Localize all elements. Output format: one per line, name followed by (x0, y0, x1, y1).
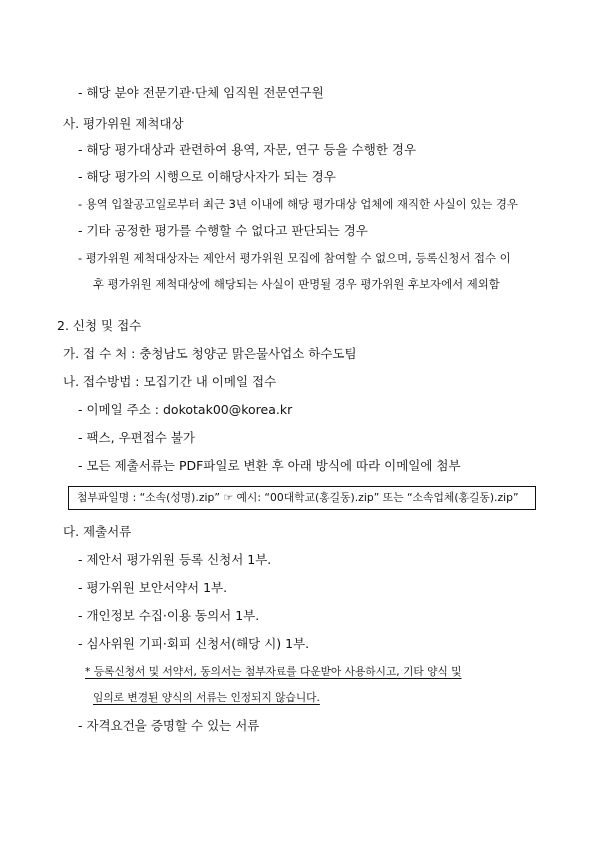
application-place: 가. 접 수 처 : 충청남도 청양군 맑은물사업소 하수도팀 (63, 346, 357, 361)
document-item: - 개인정보 수집·이용 동의서 1부. (78, 608, 260, 623)
exclusion-item: - 기타 공정한 평가를 수행할 수 없다고 판단되는 경우 (78, 223, 368, 238)
attachment-filename-text: 첨부파일명 : “소속(성명).zip” ☞ 예시: “00대학교(홍길동).zip” 또는 “소속업체(홍길동).zip” (77, 491, 519, 504)
section-heading-application: 2. 신청 및 접수 (57, 318, 142, 333)
pdf-attachment-instruction: - 모든 제출서류는 PDF파일로 변환 후 아래 방식에 따라 이메일에 첨부 (78, 458, 461, 473)
exclusion-item: - 평가위원 제척대상자는 제안서 평가위원 모집에 참여할 수 없으며, 등록신청서 접수 이 (78, 251, 511, 265)
exclusion-item: - 해당 평가의 시행으로 이해당사자가 되는 경우 (78, 169, 336, 184)
form-notice: * 등록신청서 및 서약서, 동의서는 첨부자료를 다운받아 사용하시고, 기타 양식 및 (85, 665, 462, 678)
fax-mail-notice: - 팩스, 우편접수 불가 (78, 430, 196, 445)
attachment-filename-box (68, 486, 536, 510)
application-method: 나. 접수방법 : 모집기간 내 이메일 접수 (63, 374, 277, 389)
document-item: - 평가위원 보안서약서 1부. (78, 580, 228, 595)
section-heading-exclusion: 사. 평가위원 제척대상 (63, 116, 184, 131)
email-address: - 이메일 주소 : dokotak00@korea.kr (78, 402, 293, 417)
exclusion-item: - 해당 평가대상과 관련하여 용역, 자문, 연구 등을 수행한 경우 (78, 142, 417, 157)
document-item: - 심사위원 기피·회피 신청서(해당 시) 1부. (78, 636, 310, 651)
exclusion-item: - 용역 입찰공고일로부터 최근 3년 이내에 해당 평가대상 업체에 재직한 사실이 있는 경우 (78, 197, 518, 211)
document-item: - 제안서 평가위원 등록 신청서 1부. (78, 552, 272, 567)
document-item: - 자격요건을 증명할 수 있는 서류 (78, 718, 260, 733)
exclusion-item-continued: 후 평가위원 제척대상에 해당되는 사실이 판명될 경우 평가위원 후보자에서 제외함 (93, 277, 500, 291)
section-heading-documents: 다. 제출서류 (63, 524, 132, 539)
form-notice-continued: 임의로 변경된 양식의 서류는 인정되지 않습니다. (93, 691, 320, 704)
evaluator-pool-item: - 해당 분야 전문기관·단체 임직원 전문연구원 (78, 85, 324, 100)
